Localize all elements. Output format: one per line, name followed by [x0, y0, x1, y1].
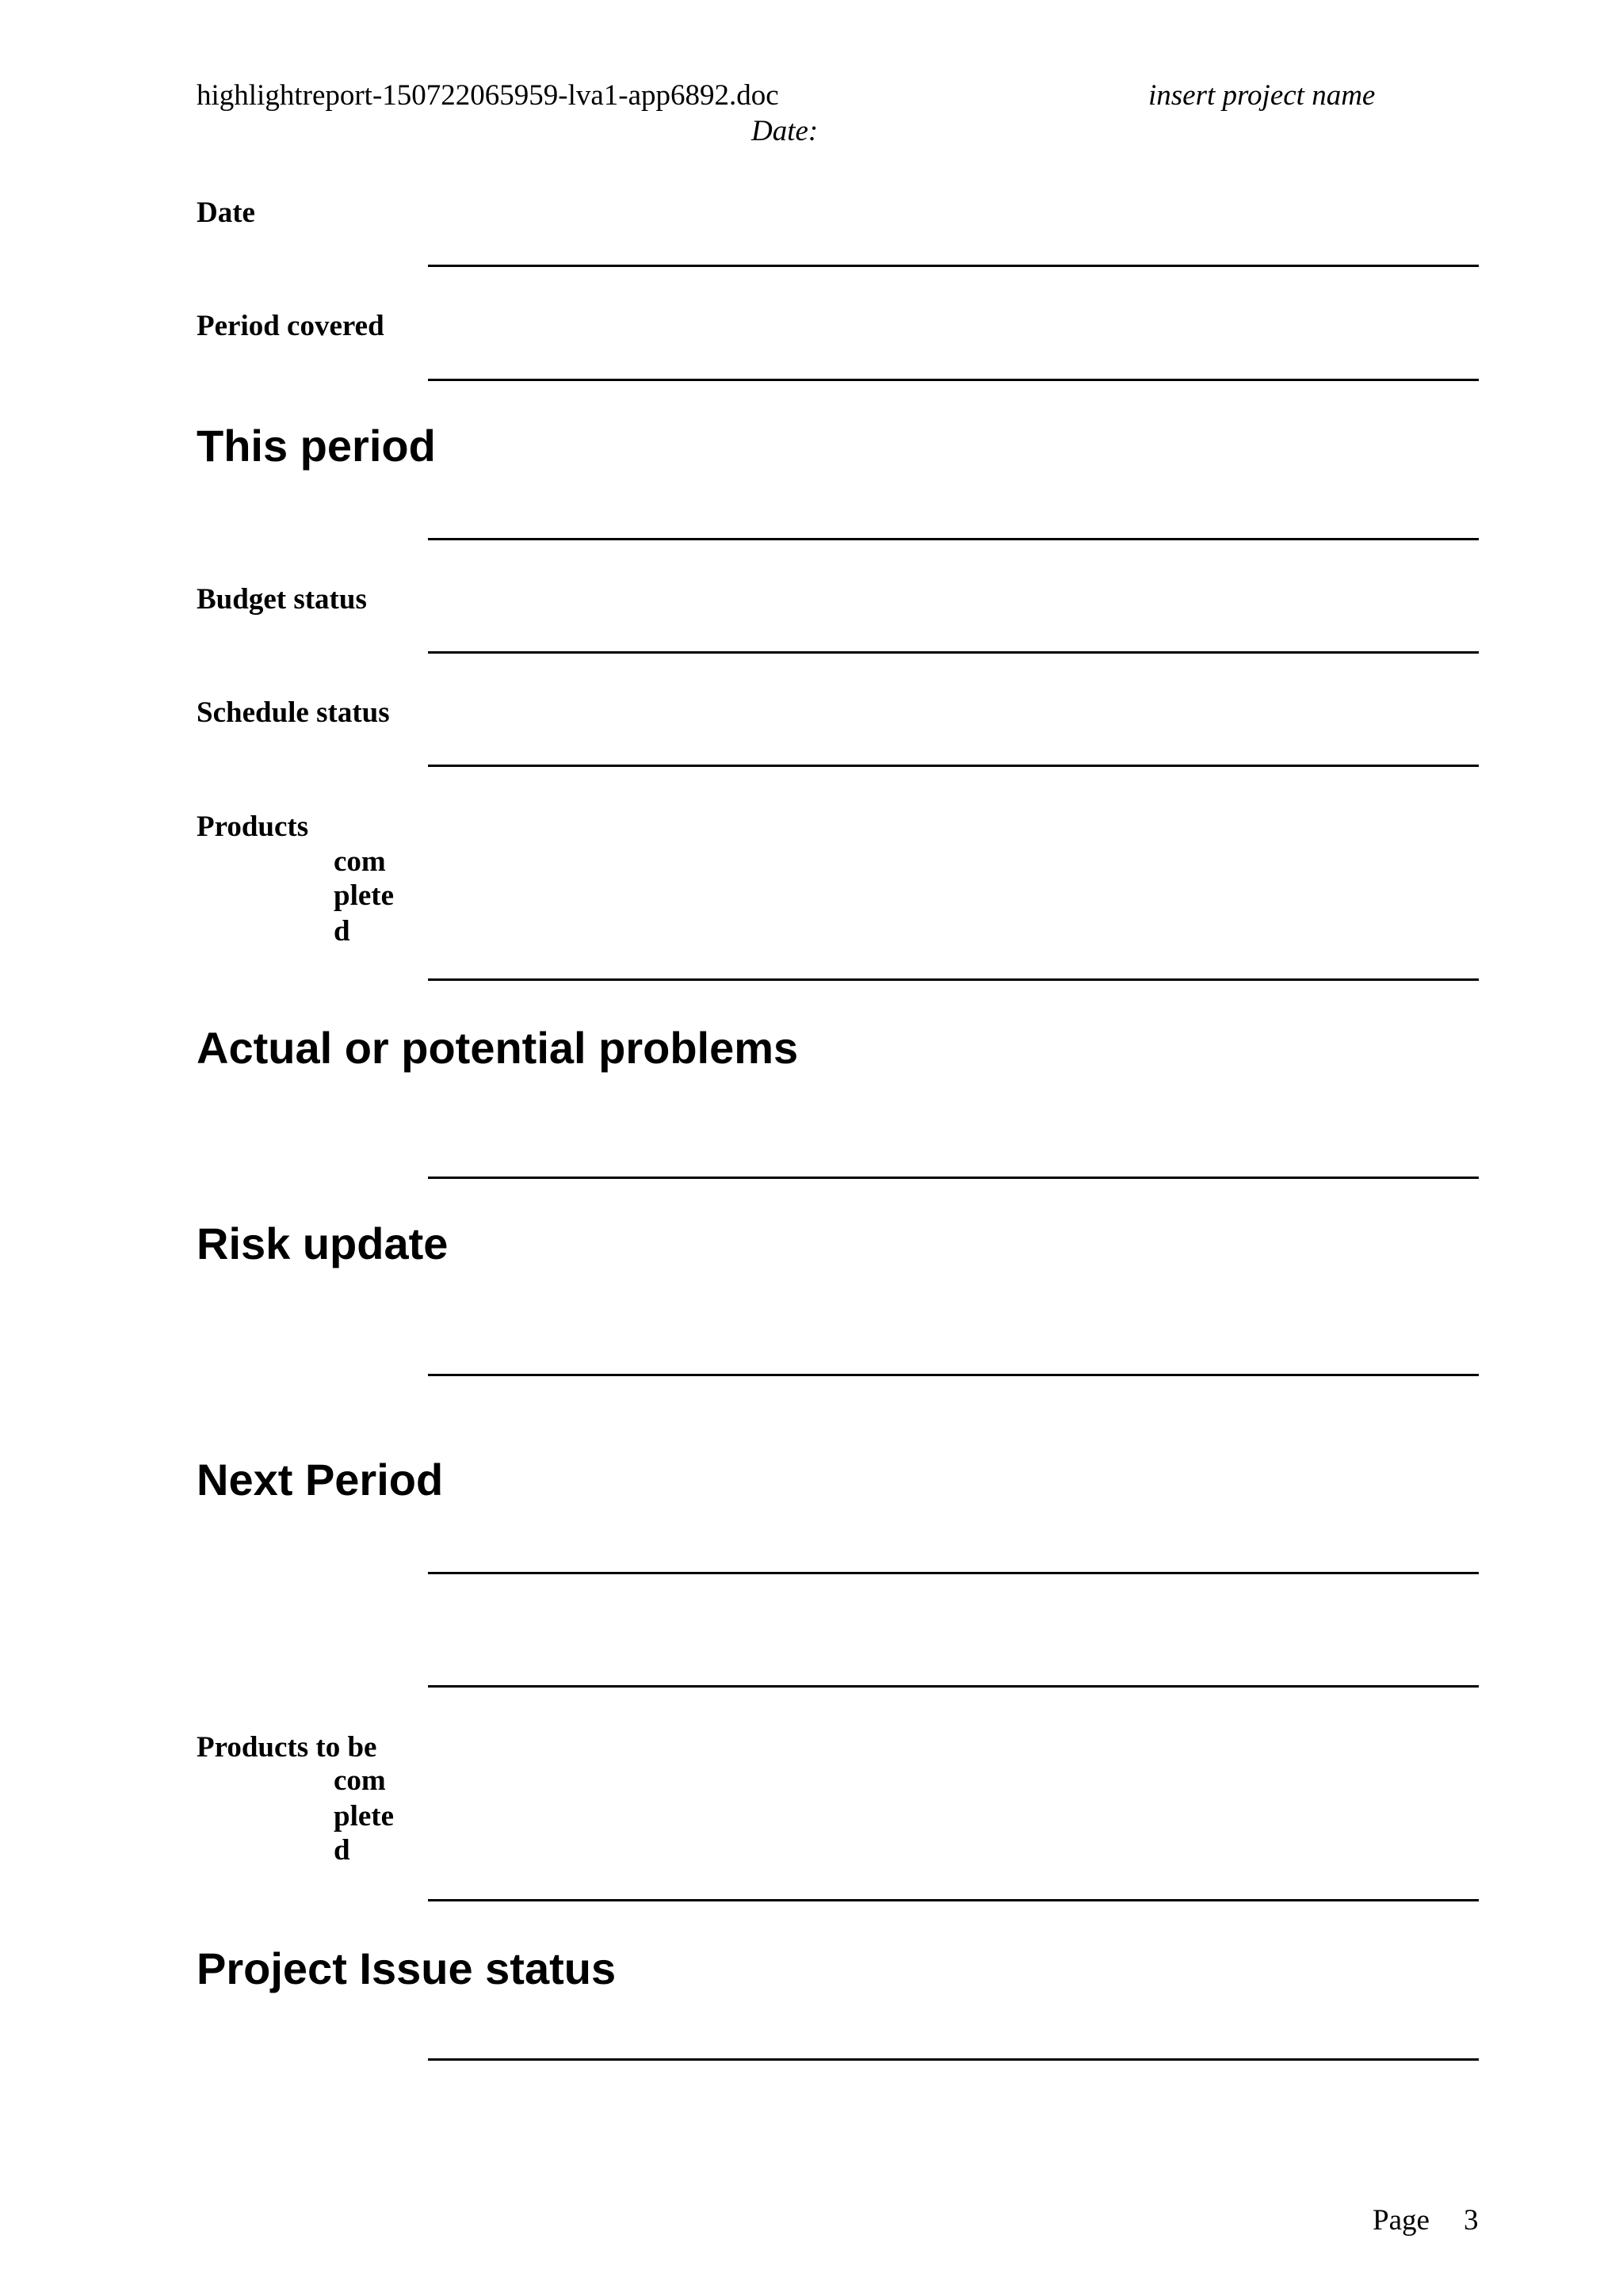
period-covered-field-line[interactable] — [428, 379, 1479, 381]
products-to-be-completed-label-4: d — [334, 1834, 350, 1867]
products-completed-label-1: Products — [197, 810, 309, 843]
heading-problems: Actual or potential problems — [197, 1023, 799, 1073]
products-to-be-completed-field-line[interactable] — [428, 1899, 1479, 1901]
header-date-label: Date: — [751, 115, 819, 147]
problems-field-line[interactable] — [428, 1177, 1479, 1179]
footer-page-number: 3 — [1464, 2204, 1479, 2237]
next-period-field-line[interactable] — [428, 1572, 1479, 1574]
budget-status-label: Budget status — [197, 583, 367, 616]
header-project-name: insert project name — [1148, 79, 1376, 112]
heading-issue-status: Project Issue status — [197, 1943, 617, 1993]
products-completed-field-line[interactable] — [428, 978, 1479, 981]
next-period-field-line-2[interactable] — [428, 1685, 1479, 1688]
budget-status-field-line[interactable] — [428, 651, 1479, 654]
header-filename: highlightreport-150722065959-lva1-app6892.doc — [197, 79, 779, 112]
products-completed-label-3: plete — [334, 879, 395, 912]
heading-this-period: This period — [197, 421, 436, 471]
date-field-line[interactable] — [428, 265, 1479, 267]
footer-page-label: Page — [1373, 2204, 1430, 2237]
period-covered-label: Period covered — [197, 310, 384, 342]
issue-status-field-line[interactable] — [428, 2058, 1479, 2061]
products-to-be-completed-label-1: Products to be — [197, 1731, 377, 1764]
risk-update-field-line[interactable] — [428, 1374, 1479, 1376]
date-label: Date — [197, 196, 255, 229]
heading-next-period: Next Period — [197, 1455, 444, 1505]
products-completed-label-4: d — [334, 915, 350, 948]
schedule-status-field-line[interactable] — [428, 765, 1479, 767]
products-completed-label-2: com — [334, 845, 386, 878]
products-to-be-completed-label-2: com — [334, 1764, 386, 1797]
heading-risk-update: Risk update — [197, 1219, 449, 1268]
schedule-status-label: Schedule status — [197, 696, 390, 729]
this-period-field-line[interactable] — [428, 538, 1479, 540]
products-to-be-completed-label-3: plete — [334, 1800, 395, 1833]
